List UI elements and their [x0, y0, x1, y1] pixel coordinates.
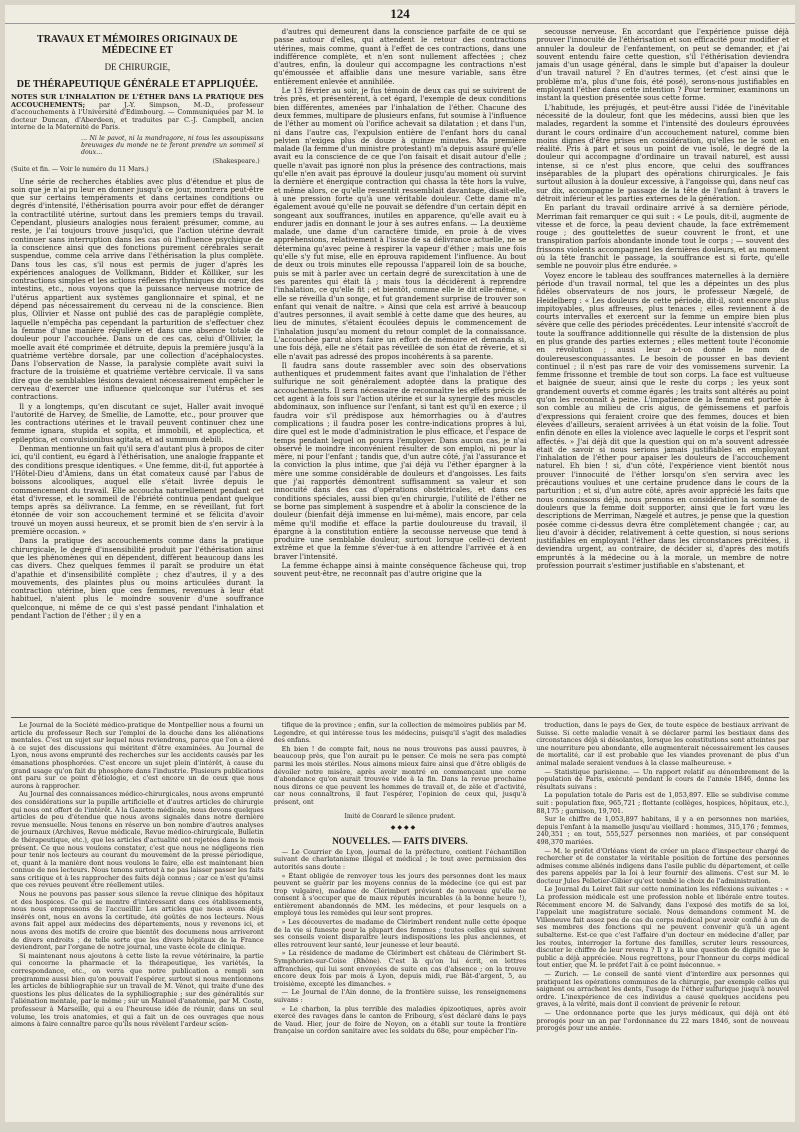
review-paragraph: Si maintenant nous ajoutons à cette liste la revue vétérinaire, la partie qui concerne la pharmacie et la thérapeutique, les variétés, la correspondance, etc., on verra que notre publication a rempli son programme aussi bien qu'on pouvait l'espérer, surtout si nous mentionnons les articles de bibliographie sur un travail de M. Vénot, qui traite d'une des questions les plus délicates de la syphiliographie ; sur des généralités sur l'aliénation mentale, par le même ; sur un Manuel d'anatomie, par M. Coste, professeur à Marseille, qui a eu l'heureuse idée de réunir, dans un seul volume, les trois anatomies, et qui a fait un de ces ouvrages que nous aimons à faire connaître parce qu'ils nous révèlent l'ardeur scien-: [11, 951, 264, 1029]
notes-heading: [11, 94, 264, 132]
news-paragraph: — Le Journal de l'Ain donne, de la frontière suisse, les renseignemens suivans :: [273, 988, 527, 1004]
news-paragraph: Sur le chiffre de 1,053,897 habitans, il y a en personnes non mariées, depuis l'enfant à la mamelle jusqu'au vieillard : hommes, 315,176 ; femmes, 240,351 ; en tout, 555,527 personnes non mariées, et par conséquent 498,370 mariées.: [536, 815, 790, 846]
article-paragraph: d'autres qui demeurent dans la conscience parfaite de ce qui se passe autour d'elles, qui attendent le retour des contractions utérines, mais comme, quant à l'effet de ces contractions, dans une indifférence complète, et n'en sont nullement affectées ; chez d'autres, enfin, la douleur qui accompagne les contractions n'est qu'émoussée et affaiblie dans une mesure variable, sans être entièrement enlevée et annihilée.: [273, 28, 527, 86]
news-paragraph: » Les découvertes de madame de Clérimbert rendent nulle cette époque de la vie si funeste pour la plupart des femmes ; toutes celles qui suivent ses conseils voient disparaître leurs indispositions les plus anciennes, et elles retrouvent leur santé, leur jeunesse et leur beauté.: [273, 918, 527, 949]
news-paragraph: troduction, dans le pays de Gex, de toute espèce de bestiaux arrivant de Suisse. Si cette maladie venait à se déclarer parmi les bestiaux dans des circonstances déjà si désolantes, lorsque les constitutions sont atteintes par une nourriture peu abondante, elle augmenterait nécessairement les causes de mortalité, car il est probable que les viandes provenant de plus d'un animal malade seraient vendues à la classe malheureuse. »: [536, 722, 790, 767]
review-column: [11, 722, 264, 1116]
news-paragraph: — Zurich. — Le conseil de santé vient d'interdire aux personnes qui pratiquent les opérations communes de la chirurgie, par exemple celles qui saignent ou arrachent les dents, l'usage de l'éther sulfurique jusqu'à nouvel ordre. L'inexpérience de ces individus a causé quelques accidens peu graves, à la vérité, mais dont il convient de prévenir le retour.: [536, 970, 790, 1009]
article-paragraph: Voyez encore le tableau des souffrances maternelles à la dernière période d'un travail normal, tel que les a dépeintes un des plus fidèles observateurs de nos jours, le professeur Nægelé, de Heidelberg : « Les douleurs de cette période, dit-il, sont encore plus impitoyables, plus affreuses, plus tenaces ; elles reviennent à de courts intervalles et exercent sur la femme un empire bien plus sévère que celle des périodes précédentes. Leur intensité s'accroît de toute la souffrance additionnelle qui résulte de la distension de plus en plus grande des parties externes ; elles mettent toute l'économie en révolution ; aussi leur a-t-on donné le nom de doulereusesconquassantes. Le besoin de pousser en bas devient continuel ; il n'est pas rare de voir des vomissemens survenir. La femme frissonne et tremble de tout son corps. La face est vultueuse et baignée de sueur, ainsi que le reste du corps ; les yeux sont grandement ouverts et comme égarés ; les traits sont altérés au point qu'on les reconnaît à peine. L'impatience de la femme est portée à son comble au milieu de cris aigus, de gémissemens et parfois d'expressions qui feraient croire que des femmes, douces et bien élevées d'ailleurs, seraient arrivées à un état voisin de la folie. Tout enfin dénote en elles la violence avec laquelle le corps et l'esprit sont affectés. » J'ai déjà dit que la question qui on m'a souvent adressée était de savoir si nous serions jamais justifiables en employant l'inhalation de l'éther pour apaiser les douleurs de l'accouchement naturel. Eh bien ! si, d'un côté, l'expérience vient bientôt nous prouver l'innocuité de l'éther lorsqu'on s'en servira avec les précautions voulues et une certaine prudence dans le cours de la parturition ; et si, d'un autre côté, après avoir apprécié les faits que nous connaissons déjà, nous prenons en considération la somme de douleurs que la femme doit supporter, ainsi que le fort vœu les descriptions de Merriman, Nægelé et autres, je pense que la question posée comme ci-dessus devra être complètement changée ; car, au lieu d'avoir à décider, relativement à cette question, si nous serions justifiables en employant l'éther dans les circonstances précitées, il deviendra urgent, au contraire, de décider si, d'après des motifs empruntés à la médecine ou à la morale, un membre de notre profession pourrait s'estimer justifiable en s'abstenant, et: [536, 270, 790, 570]
article-title-line3: DE THÉRAPEUTIQUE GÉNÉRALE ET APPLIQUÉE.: [16, 79, 258, 90]
continuation-note: (Suite et fin. — Voir le numéro du 11 Mars.): [11, 166, 149, 174]
review-paragraph: tifique de la province ; enfin, sur la collection de mémoires publiés par M. Legendre, et qui intéresse tous les médecins, puisqu'il s'agit des maladies des enfans.: [273, 722, 527, 745]
review-paragraph: Au Journal des connaissances médico-chirurgicales, nous avons emprunté des considérations sur la pupille artificielle et d'autres articles de chirurgie qui nous ont offert de l'intérêt. A la Gazette médicale, nous devons quelques articles de peu d'étendue que nous avons signalés dans notre dernière revue mensuelle. Nous tenons en réserve un bon nombre d'autres analyses de journaux (Archives, Revue médicale, Revue médico-chirurgicale, Bulletin de thérapeutique, etc.), que les articles d'actualité ont rejetées dans le mois présent. Ce que nous voulons constater, c'est que nous ne négligeons rien pour tenir nos lecteurs au courant du mouvement de la presse périodique, et, quant à la manière dont nous voulons le faire, elle est maintenant bien connue de nos lecteurs. Nous tenons surtout à ne pas laisser passer les faits sans critique et à les rapprocher des faits déjà connus ; car ce n'est qu'ainsi que ces revues peuvent être réellement utiles.: [11, 790, 264, 890]
article-paragraph: Le 13 février au soir, je fus témoin de deux cas qui se suivirent de très près, et présentèrent, à cet égard, l'exemple de deux conditions bien différentes, amenées par l'inhalation de l'éther. Chacune des deux femmes, multipare de plusieurs enfans, fut soumise à l'influence de l'éther au moment où l'orifice achevait sa dilatation ; et dans l'un, ni dans l'autre cas, l'expulsion entière de l'enfant hors du canal pelvien n'exigea plus de douze à quinze minutes. Ma première malade (la femme d'un ministre protestant) m'a depuis assuré qu'elle avait eu la conscience de ce que l'on faisait et disait autour d'elle ; quelle n'avait pas ignoré non plus la présence des contractions, mais qu'elle n'en avait pas éprouvé la douleur jusqu'au moment où survint la dernière et énergique contraction qui chassa la tête hors la vulve, et même alors, ce qu'elle ressentit ressemblait davantage, disait-elle, à une pression forte qu'à une véritable douleur. Cette dame m'a également avoué qu'elle ne pouvait se défendre d'un certain dépit en songeant aux souffrances, inutiles en apparence, qu'elle avait eu à endurer jadis en donnant le jour à ses autres enfans. — La deuxième malade, une dame d'un caractère timide, en proie à de vives appréhensions, relativement à l'issue de sa délivrance actuelle, ne se détermina qu'avec peine à respirer la vapeur d'éther ; mais une fois qu'elle s'y fut mise, elle en éprouva rapidement l'influence. Au bout de deux ou trois minutes elle repoussa l'appareil loin de sa bouche, puis se mit à parler avec un certain degré de surexcitation à une de ses parentes qui était là ; mais tous la décidèrent à reprendre l'inhalation, ce qu'elle fit ; et bientôt, comme elle le dit elle-même, « elle se réveilla d'un songe, et fut grandement surprise de trouver son enfant qui venait de naître. » Ainsi que cela est arrivé à beaucoup d'autres personnes, il avait semblé à cette dame que des heures, au lieu de minutes, s'étaient écoulées depuis le commencement de l'inhalation jusqu'au moment du retour complet de la connaissance. L'accouchée parut alors faire un effort de mémoire et demanda si, une fois déjà, elle ne s'était pas réveillée de son état de rêverie, et si elle n'avait pas adressé des propos incohérents à sa parente.: [273, 86, 527, 361]
article-paragraph: Une série de recherches établies avec plus d'étendue et plus de soin que je n'ai pu leur en donner jusqu'à ce jour, montrera peut-être que sur certains tempéraments et dans certaines conditions ou degrés d'intensité, l'éthérisation pourra avoir pour effet de déranger la contractilité utérine, surtout dans les premiers temps du travail. Cependant, plusieurs analogies nous feraient présumer, comme, au reste, je l'ai toujours trouvé jusqu'ici, que l'action utérine devrait continuer sans interruption dans les cas où l'influence psychique de la conscience ainsi que des fonctions purement cérébrales serait suspendue, comme cela arrive dans l'éthérisation la plus complète. Dans tous les cas, s'il nous est permis de juger d'après les expériences analogues de Vollkmann, Bidder et Kölliker, sur les contractions simples et les actions réflexes rhythmiques du cœur, des intestins, etc., nous voyons que la puissance nerveuse motrice de l'utérus appartient aux systèmes ganglionnaire et spinal, et ne dépend pas nécessairement du cerveau ni de la conscience. Bien plus, Ollivier et Nasse ont publié des cas de paraplégie complète, laquelle n'empêcha pas cependant la parturition de s'effectuer chez la femme d'une manière régulière et dans une absence totale de douleur pour l'accouchée. Dans un de ces cas, celui d'Ollivier, la moelle avait été comprimée et détruite, depuis la première jusqu'à la quatrième vertèbre dorsale, par une collection d'acéphalocystes. Dans l'observation de Nasse, la paralysie complète avait suivi la fracture de la troisième et quatrième vertèbre cervicale. Il va sans dire que de semblables lésions devaient nécessairement empêcher le cerveau d'exercer une influence quelconque sur l'utérus et ses contractions.: [11, 176, 264, 402]
article-column-2: [274, 28, 527, 716]
news-column: [274, 722, 527, 1116]
article-column-3: [536, 28, 789, 716]
notes-byline: par J.-Y. Simpson, M.-D., professeur d'accouchements à l'Université d'Edimbourg. — Communiquées par M. le docteur Duncan, d'Aberdeen, et traduites par C.-J. Campbell, ancien interne de la Maternité de Paris.: [11, 100, 264, 132]
article-title-line1: TRAVAUX ET MÉMOIRES ORIGINAUX DE MÉDECINE ET: [37, 34, 238, 56]
notes-heading-title: NOTES SUR L'INHALATION DE L'ÉTHER DANS LA PRATIQUE DES ACCOUCHEMENTS;: [11, 93, 264, 109]
main-article: [5, 24, 795, 716]
news-paragraph: La population totale de Paris est de 1,053,897. Elle se subdivise comme suit : population fixe, 965,721 ; flottante (collèges, hospices, hôpitaux, etc.), 88,175 ; garnison, 19,701.: [536, 791, 790, 815]
article-paragraph: secousse nerveuse. En accordant que l'expérience puisse déjà prouver l'innocuité de l'éthérisation et son efficacité pour modifier et annuler la douleur de l'enfantement, on peut se demander, et j'ai souvent entendu faire cette question, s'il l'éthérisation deviendra jamais d'un usage général, dans le simple but d'apaiser la douleur d'un travail naturel ? En d'autres termes, (et c'est ainsi que le problème m'a, plus d'une fois, été posé), serons-nous justifiables en employant l'éther dans cette intention ? Pour terminer, examinons un instant la question présentée sous cette forme.: [536, 28, 790, 103]
review-paragraph: Le Journal de la Société médico-pratique de Montpellier nous a fourni un article du professeur Rech sur l'emploi de la douche dans les aliénations mentales. C'est un sujet sur lequel nous reviendrons, parce que l'on a élevé à ce sujet des discussions qui méritent d'être examinées. Au Journal de Lyon, nous avons emprunté des recherches sur les accidents causés par les émanations phosphorées. C'est encore un sujet plein d'intérêt, à cause du grand usage qu'on fait du phosphore dans l'industrie. Plusieurs publications ont paru sur ce point d'étiologie, et c'est encore un de ceux que nous aurons à rapprocher.: [11, 722, 264, 790]
article-paragraph: L'habitude, les préjugés, et peut-être aussi l'idée de l'inévitable nécessité de la douleur, font que les médecins, aussi bien que les malades, regardent la somme et l'intensité des douleurs éprouvées durant le cours ordinaire d'un accouchement naturel, comme bien moins dignes d'être prises en considération, qu'elles ne le sont en réalité. Pris à part et sous un point de vue isolé, le degré de la douleur qui accompagne d'ordinaire un travail naturel, est aussi intense, si ce n'est plus encore, que celui des souffrances inséparables de la plupart des opérations chirurgicales. Je fais surtout allusion à la douleur excessive, à l'angoisse qui, dans neuf cas sur dix, accompagne le passage de la tête de l'enfant à travers le détroit inférieur et les parties externes de la génération.: [536, 102, 790, 203]
news-paragraph: » La résidence de madame de Clérimbert est château de Clérimbert St-Symphorien-sur-Coise (Rhône). C'est là qu'on lui écrit, en lettres affranchies, qui lui sont envoyées de suite en cas d'absence ; on la trouve encore deux fois par mois à Lyon, depuis midi, rue Bât-d'argent, 5, au troisième, excepté les dimanches. »: [273, 949, 527, 988]
news-paragraph: Le Journal du Loiret fait sur cette nomination les réflexions suivantes : « La profession médicale est une profession noble et libérale entre toutes. Récemment encore M. de Salvandy, dans l'exposé des motifs de sa loi, l'appelait une magistrature sociale. Nous demandons comment M. de Villeneuve fait assez peu de cas du corps médical pour avoir confié à un de ses membres des fonctions qui ne peuvent convenir qu'à un agent subalterne. Est-ce que c'est l'affaire d'un docteur en médecine d'aller, par les routes, interroger la fortune des familles, scruter leurs ressources, discuter le chiffre de leur revenu ? Il y a là une question de dignité que le public a déjà appréciée. Nous regrettons, pour l'honneur du corps médical tout entier, que M. le préfet l'ait à ce point méconnue. »: [536, 885, 790, 970]
review-continuation: [274, 722, 527, 807]
article-paragraph: En parlant du travail ordinaire arrivé à sa dernière période, Merriman fait remarquer ce qui suit : « Le pouls, dit-il, augmente de vitesse et de force, la peau devient chaude, la face extrêmement rouge ; des gouttelettes de sueur couvrent le front, et une transpiration parfois abondante inonde tout le corps ; — souvent des frissons violents accompagnent les dernières douleurs, et au moment où la tête franchit le passage, la souffrance est si forte, qu'elle semble ne pouvoir plus être endurée. »: [536, 203, 790, 271]
article-column-1: [11, 28, 264, 716]
review-paragraph: Nous ne pouvons pas passer sous silence la revue clinique des hôpitaux et des hospices. Ce qui se montre d'intéressant dans ces établissements, nous nous empressons de l'accueillir. Les articles que nous avons déjà insérés ont, nous en avons la certitude, été goûtés de nos lecteurs. Nous avons fait appel aux médecins des départements, nous y revenons ici, et nous avons des motifs de croire que bientôt des documens nous arriveront de divers endroits ; de telle sorte que les divers hôpitaux de la France deviendront, par l'organe de notre journal, une vaste école de clinique.: [11, 890, 264, 952]
news-paragraph: — M. le préfet d'Orléans vient de créer un place d'inspecteur chargé de rechercher et de constater la véritable position de fortune des personnes admises comme aliénés indigens dans l'asile public du département, et celle des parens appelés par la loi à leur fournir des alimens. C'est sur M. le docteur Jules Pelletier-Gibier qu'est tombé le choix de l'administration.: [536, 846, 790, 885]
epigraph-source: (Shakespeare.): [212, 157, 260, 165]
article-paragraph: Il faudra sans doute rassembler avec soin des observations authentiques et prudemment faites avant que l'inhalation de l'éther sulfurique ne soit généralement adoptée dans la pratique des accouchements. Il sera nécessaire de reconnaître les effets précis de cet agent à la fois sur l'action utérine et sur la synergie des muscles abdominaux, son influence sur l'enfant, si tant est qu'il en exerce ; il faudra voir s'il prédispose aux hémorrhagies ou à d'autres complications ; il faudra poser les contre-indications propres à lui, dire quel est le mode d'administration le plus efficace, et l'espace de temps pendant lequel on pourra l'employer. Dans aucun cas, je n'ai observé le moindre inconvénient résulter de son emploi, ni pour la mère, ni pour l'enfant ; tandis que, d'un autre côté, j'ai l'assurance et la conviction la plus intime, que j'ai déjà vu l'éther épargner à la mère une somme considérable de douleurs et d'angoisses. Les faits que j'ai rapportés démontrent suffisamment sa valeur et son innocuité dans des cas d'opérations obstétricales, et dans ces conditions spéciales, aussi bien qu'en chirurgie, l'utilité de l'éther ne se borne pas simplement à suspendre et à abolir la conscience de la douleur (bienfait déjà immense en lui-même), mais encore, par cela même qu'il modifie et efface la partie douloureuse du travail, il épargne à la constitution entière la secousse nerveuse que tend à produire une semblable douleur, surtout lorsque celle-ci devient extrême et que la femme s'éver-tue à en attendre l'arrivée et à en braver l'intensité.: [273, 360, 527, 561]
page-number: 124: [390, 6, 410, 21]
lower-section: [11, 722, 789, 1116]
news-items: [274, 849, 527, 1036]
news-column-continued: [536, 722, 789, 1116]
news-paragraph: — Une ordonnance porte que les jurys médicaux, qui déjà ont été prorogés pour un an par l'ordonnance du 22 mars 1846, sont de nouveau prorogés pour une année.: [536, 1008, 790, 1033]
news-paragraph: « Étant obligée de renvoyer tous les jours des personnes dont les maux peuvent se guérir par les moyens connus de la médecine (ce qui est par trop vulgaire), madame de Clérimbert prévient de nouveau qu'elle ne consent à s'occuper que de maux réputés incurables (à la bonne heure !), entièrement abandonnés de MM. les médecins, et pour lesquels on a employé tous les remèdes qui leur sont propres.: [273, 871, 527, 918]
news-heading: NOUVELLES. — FAITS DIVERS.: [332, 835, 468, 846]
news-paragraph: — Statistique parisienne. — Un rapport relatif au dénombrement de la population de Paris, exécuté pendant le cours de l'année 1846, donne les résultats suivans :: [536, 767, 790, 791]
article-title-line2: DE CHIRURGIE,: [104, 62, 171, 72]
section-divider: [11, 717, 789, 718]
article-paragraph: Denman mentionne un fait qu'il sera d'autant plus à propos de citer ici, qu'il contient, eu égard à l'éthérisation, une analogie frappante et des conditions presque identiques. « Une femme, dit-il, fut apportée à l'Hôtel-Dieu d'Amiens, dans un état comateux causé par l'abus de boissons alcooliques, auquel elle s'était livrée depuis le commencement du travail. Elle accoucha naturellement pendant cet état d'ivresse, et le sommeil de l'ébriété continua pendant quelque temps après sa délivrance. La femme, en se réveillant, fut fort étonnée de voir son accouchement terminé et se félicita d'avoir trouvé un moyen aussi heureux, et se promit bien de s'en servir à la première occasion. »: [11, 444, 264, 537]
article-paragraph: Dans la pratique des accouchements comme dans la pratique chirurgicale, le degré d'insensibilité produit par l'éthérisation ainsi que les phénomènes qui en dépendent, diffèrent beaucoup dans les cas divers. Chez quelques femmes il paraît se produire un état d'apathie et d'insensibilité complète ; chez d'autres, il y a des mouvements, des plaintes plus ou moins articulées durant la contraction utérine, bien que ces femmes, revenues à leur état habituel, n'aient plus le moindre souvenir d'une souffrance quelconque, ni même de ce qui s'est passé pendant l'inhalation et pendant l'action de l'éther ; il y en a: [11, 536, 264, 620]
epigraph: … Ni le pavot, ni la mandragore, ni tous les assoupissans breuvages du monde ne te feront prendre un sommeil si doux…: [81, 134, 264, 156]
article-paragraph: La femme échappe ainsi à mainte conséquence fâcheuse qui, trop souvent peut-être, ne reconnaît pas d'autre origine que la: [273, 561, 527, 579]
page-header: [5, 5, 795, 24]
silence-note: Imité de Conrard le silence prudent.: [344, 812, 456, 820]
article-paragraph: Il y a longtemps, qu'en discutant ce sujet, Haller avait invoqué l'autorité de Harvey, de Smellie, de Lamotte, etc., pour prouver que les contractions utérines et le travail peuvent continuer chez une femme ignara, stupida et sopita, et immobili, et apoplectica, et epileptica, et convulsionibus agitata, et ad summum debili.: [11, 401, 264, 444]
ornament-separator: ◆◆◆◆: [390, 824, 418, 832]
news-paragraph: « Le charbon, la plus terrible des maladies épizootiques, après avoir exercé des ravages dans le canton de Fribourg, s'est déclaré dans le pays de Vaud. Hier, jour de foire de Noyon, on a établi sur toute la frontière française un cordon sanitaire avec les soldats du 68e, pour empêcher l'in-: [273, 1004, 527, 1036]
review-paragraph: Eh bien ! de compte fait, nous ne nous trouvons pas aussi pauvres, à beaucoup près, que l'on aurait pu le penser. Ce mois ne sera pas compté parmi les mois stériles. Nous aimons mieux faire ainsi que d'être obligés de dévoiler notre misère, après avoir montré en commençant une corne d'abondance qu'on aurait trouvée vide à la fin. Dans la revue prochaine nous dirons ce que peuvent les hommes de travail et, de zèle et d'activité, car nous connaîtrons, il faut l'espérer, l'opinion de ceux qui, jusqu'à présent, ont: [273, 744, 527, 806]
newspaper-page: [5, 5, 795, 1122]
news-paragraph: — Le Courrier de Lyon, journal de la préfecture, contient l'échantillon suivant de charlatanisme illégal et médical ; le tout avec permission des autorités sans doute :: [273, 847, 527, 871]
